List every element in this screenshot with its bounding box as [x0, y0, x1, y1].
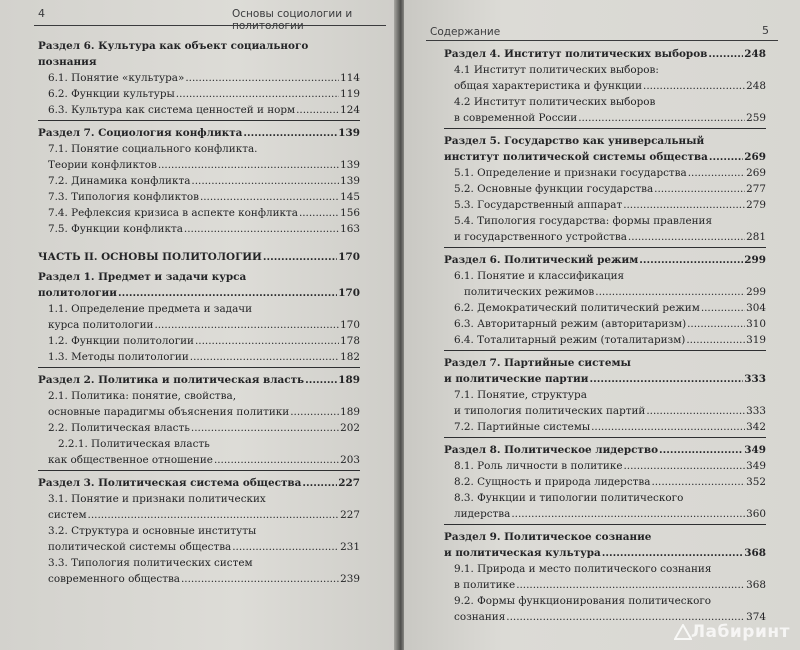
- section-title: Раздел 7. Партийные системы: [444, 357, 631, 369]
- toc-section: [444, 529, 766, 627]
- toc-entry: 7.2. Партийные системы ..... 342: [444, 419, 766, 435]
- toc-entry: Теории конфликтов ..... 139: [38, 157, 360, 173]
- toc-entry: 2.2.1. Политическая власть: [58, 438, 210, 450]
- part-heading: ЧАСТЬ II. ОСНОВЫ ПОЛИТОЛОГИИ ..... 170: [38, 249, 360, 265]
- header-rule: [426, 40, 778, 41]
- section-title: Раздел 6. Политический режим ..... 299: [444, 252, 766, 268]
- watermark: Лабиринт: [690, 622, 790, 642]
- toc-entry: 8.1. Роль личности в политике ..... 349: [444, 458, 766, 474]
- page-number: 5: [762, 24, 769, 37]
- section-title: Раздел 2. Политика и политическая власть ..... 189: [38, 372, 360, 388]
- toc-entry: 5.4. Типология государства: формы правления: [454, 215, 713, 227]
- toc-entry: 8.2. Сущность и природа лидерства ..... 352: [444, 474, 766, 490]
- toc-entry: современного общества ..... 239: [38, 571, 360, 587]
- toc-entry: 6.3. Авторитарный режим (авторитаризм) ..... 310: [444, 316, 766, 332]
- toc-entry: 6.2. Демократический политический режим ..... 304: [444, 300, 766, 316]
- toc-entry: и типология политических партий ..... 333: [444, 403, 766, 419]
- toc-entry: сознания ..... 374: [444, 609, 766, 625]
- toc-entry: 5.1. Определение и признаки государства ..... 269: [444, 165, 766, 181]
- toc-entry: 8.3. Функции и типологии политического: [454, 492, 684, 504]
- section-title: политологии ..... 170: [38, 285, 360, 301]
- toc-entry: курса политологии ..... 170: [38, 317, 360, 333]
- toc-entry: 9.1. Природа и место политического сознания: [454, 563, 712, 575]
- toc-right: [444, 46, 766, 631]
- left-page: [0, 0, 396, 650]
- toc-entry: 6.4. Тоталитарный режим (тоталитаризм) ..... 319: [444, 332, 766, 348]
- toc-entry: в политике ..... 368: [444, 577, 766, 593]
- section-title: институт политической системы общества ..... 269: [444, 149, 766, 165]
- toc-section: [38, 125, 360, 239]
- toc-section: [444, 46, 766, 129]
- toc-section: [444, 252, 766, 351]
- toc-section: [444, 355, 766, 438]
- toc-entry: 5.3. Государственный аппарат ..... 279: [444, 197, 766, 213]
- section-title: Раздел 1. Предмет и задачи курса: [38, 271, 247, 283]
- section-title: Раздел 5. Государство как универсальный: [444, 135, 705, 147]
- section-title: Раздел 6. Культура как объект социального: [38, 40, 309, 52]
- toc-entry: и государственного устройства ..... 281: [444, 229, 766, 245]
- toc-entry: основные парадигмы объяснения политики ..... 189: [38, 404, 360, 420]
- toc-entry: 4.1 Институт политических выборов:: [454, 64, 659, 76]
- toc-entry: как общественное отношение ..... 203: [38, 452, 360, 468]
- toc-entry: политической системы общества ..... 231: [38, 539, 360, 555]
- toc-entry: 7.1. Понятие социального конфликта.: [48, 143, 258, 155]
- toc-entry: 7.4. Рефлексия кризиса в аспекте конфликта ..... 156: [38, 205, 360, 221]
- section-title: и политическая культура ..... 368: [444, 545, 766, 561]
- section-title: Раздел 9. Политическое сознание: [444, 531, 652, 543]
- toc-section: [444, 133, 766, 248]
- running-head: Содержание: [430, 26, 501, 38]
- toc-entry: общая характеристика и функции ..... 248: [444, 78, 766, 94]
- toc-entry: 7.2. Динамика конфликта ..... 139: [38, 173, 360, 189]
- toc-section: [38, 372, 360, 471]
- toc-entry: 6.1. Понятие и классификация: [454, 270, 625, 282]
- toc-entry: 4.2 Институт политических выборов: [454, 96, 656, 108]
- toc-entry: 2.2. Политическая власть ..... 202: [38, 420, 360, 436]
- toc-entry: в современной России ..... 259: [444, 110, 766, 126]
- toc-entry: 3.2. Структура и основные институты: [48, 525, 257, 537]
- toc-entry: 7.5. Функции конфликта ..... 163: [38, 221, 360, 237]
- toc-entry: 7.3. Типология конфликтов ..... 145: [38, 189, 360, 205]
- section-title: Раздел 4. Институт политических выборов ..... 248: [444, 46, 766, 62]
- toc-section: [38, 475, 360, 589]
- toc-entry: 6.1. Понятие «культура» ..... 114: [38, 70, 360, 86]
- toc-entry: систем ..... 227: [38, 507, 360, 523]
- toc-entry: лидерства ..... 360: [444, 506, 766, 522]
- section-title: и политические партии ..... 333: [444, 371, 766, 387]
- toc-left: [38, 38, 360, 593]
- section-title: Раздел 3. Политическая система общества ..... 227: [38, 475, 360, 491]
- toc-entry: 6.2. Функции культуры ..... 119: [38, 86, 360, 102]
- page-number: 4: [38, 7, 45, 20]
- toc-entry: 1.2. Функции политологии ..... 178: [38, 333, 360, 349]
- toc-entry: 1.3. Методы политологии ..... 182: [38, 349, 360, 365]
- toc-entry: 2.1. Политика: понятие, свойства,: [48, 390, 236, 402]
- toc-entry: 6.3. Культура как система ценностей и норм ..... 124: [38, 102, 360, 118]
- section-title: познания: [38, 56, 97, 68]
- section-title: Раздел 7. Социология конфликта ..... 139: [38, 125, 360, 141]
- toc-entry: политических режимов ..... 299: [444, 284, 766, 300]
- toc-entry: 3.1. Понятие и признаки политических: [48, 493, 266, 505]
- toc-section: [38, 38, 360, 121]
- toc-entry: 9.2. Формы функционирования политического: [454, 595, 712, 607]
- toc-entry: 7.1. Понятие, структура: [454, 389, 587, 401]
- toc-section: [444, 442, 766, 525]
- toc-section: [38, 269, 360, 368]
- toc-entry: 5.2. Основные функции государства ..... 277: [444, 181, 766, 197]
- header-rule: [34, 25, 386, 26]
- section-title: Раздел 8. Политическое лидерство ..... 349: [444, 442, 766, 458]
- right-page: [404, 0, 800, 650]
- toc-entry: 1.1. Определение предмета и задачи: [48, 303, 253, 315]
- watermark-logo-icon: [674, 624, 692, 640]
- toc-entry: 3.3. Типология политических систем: [48, 557, 253, 569]
- running-head: Основы социологии и политологии: [232, 8, 353, 32]
